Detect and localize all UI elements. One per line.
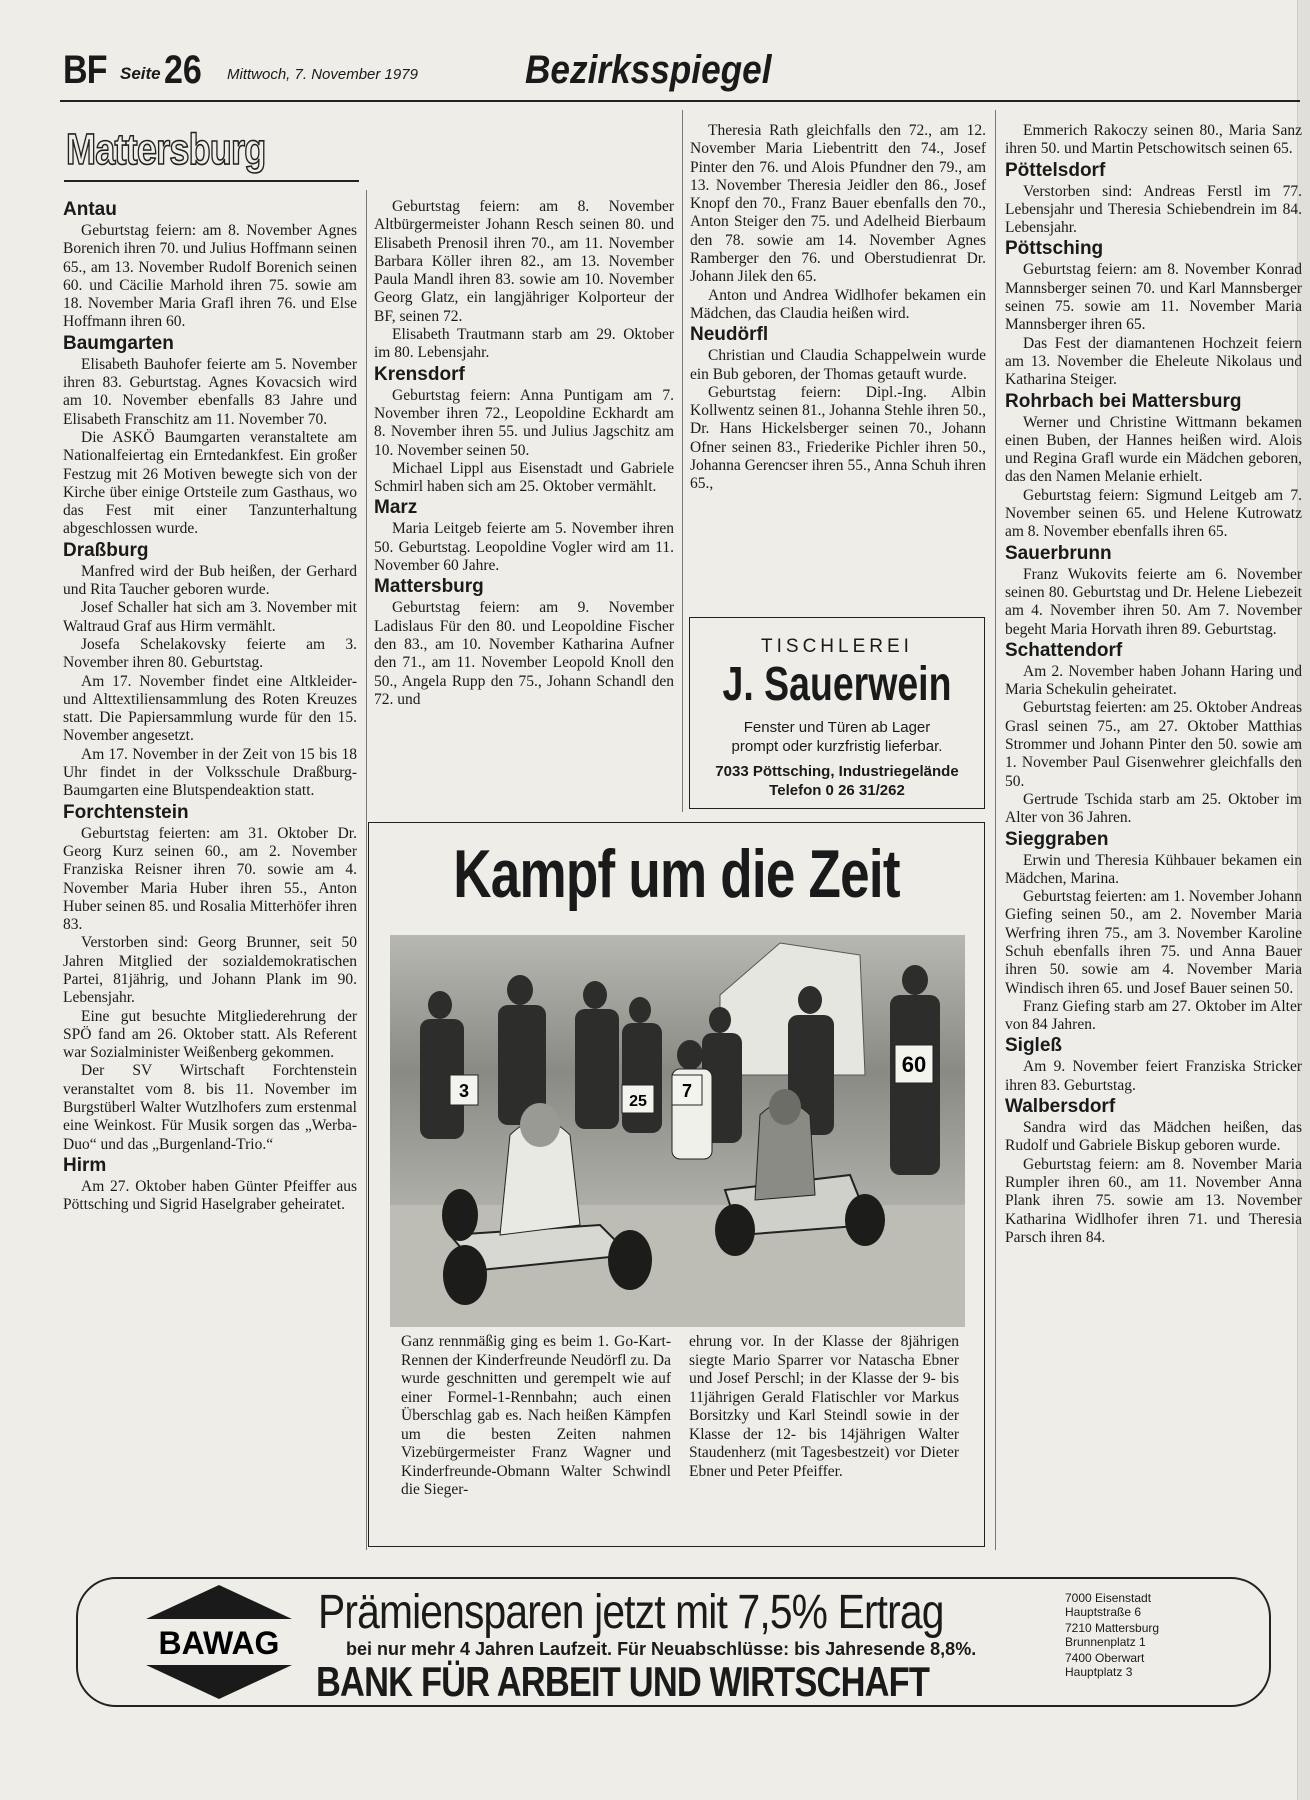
town-heading: Draßburg [63, 539, 149, 561]
town-heading: Forchtenstein [63, 801, 189, 823]
address-line: 7210 Mattersburg [1065, 1621, 1160, 1635]
go-kart-photo [390, 935, 965, 1327]
bank-addresses [1065, 1589, 1159, 1679]
page-number: 26 [164, 48, 202, 92]
address-line: 7000 Eisenstadt [1065, 1591, 1152, 1605]
ad-tag: TISCHLEREI [761, 636, 913, 657]
news-paragraph: Geburtstag feiern: Dipl.-Ing. Albin Kollwentz seinen 81., Johanna Stehle ihren 50., Dr. Hans Hickelsberger seinen 70., Johann Ofner seinen 83., Friederike Pichler ihren 50., Johanna Gerencser ihren 55., Anna Schuh ihren 65., [690, 383, 986, 493]
news-paragraph: Erwin und Theresia Kühbauer bekamen ein Mädchen, Marina. [1005, 851, 1302, 887]
town-heading: Antau [63, 199, 117, 220]
news-paragraph: Elisabeth Bauhofer feierte am 5. November ihren 83. Geburtstag. Agnes Kovacsich wird am 10. November ebenfalls 83 Jahre und Elisabeth Franschitz am 11. November 70. [63, 355, 357, 428]
bank-slogan: Prämiensparen jetzt mit 7,5% Ertrag [318, 1586, 944, 1639]
address-line: Hauptstraße 6 [1065, 1605, 1142, 1619]
column-divider [366, 190, 367, 1550]
ad-company-name: J. Sauerwein [722, 658, 952, 711]
masthead-seite-label: Seite [120, 64, 161, 83]
news-column-2 [374, 198, 674, 709]
news-paragraph: Josef Schaller hat sich am 3. November mit Waltraud Graf aus Hirm vermählt. [63, 599, 357, 635]
column-divider [682, 110, 683, 812]
bib-number: 7 [681, 1081, 693, 1101]
news-paragraph: Franz Wukovits feierte am 6. November seinen 80. Geburtstag und Dr. Helene Liebezeit am 4. November ihren 50. Am 7. November begeht Maria Horvath ihren 89. Geburtstag. [1005, 565, 1302, 638]
news-paragraph: Am 9. November feiert Franziska Stricker ihren 83. Geburtstag. [1005, 1058, 1302, 1094]
news-paragraph: Geburtstag feiern: Sigmund Leitgeb am 7. November seinen 65. und Helene Kutrowatz am 8. November ebenfalls ihren 65. [1005, 486, 1302, 541]
news-paragraph: Josefa Schelakovsky feierte am 3. November ihren 80. Geburtstag. [63, 635, 357, 672]
town-heading: Pöttsching [1005, 238, 1104, 260]
ad-address: 7033 Pöttsching, Industriegelände [715, 763, 959, 780]
logo-text: BAWAG [158, 1625, 280, 1661]
news-paragraph: Geburtstag feiern: am 8. November Altbürgermeister Johann Resch seinen 80. und Elisabeth Prenosil ihren 70., am 11. November Barbara Köller ihren 82., am 13. November Paula Mandl ihren 83. sowie am 10. November Georg Glatz, ein langjähriger Kolporteur der BF, seinen 72. [374, 198, 674, 325]
news-paragraph: Geburtstag feierten: am 1. November Johann Giefing seinen 50., am 2. November Maria Werfring ihren 75., am 3. November Karoline Schuh ebenfalls ihren 75. und Anna Bauer ihren 50. sowie am 4. November Maria Windisch ihren 65. und Josef Bauer seinen 50. [1005, 888, 1302, 997]
news-paragraph: Emmerich Rakoczy seinen 80., Maria Sanz ihren 50. und Martin Petschowitsch seinen 65. [1005, 122, 1302, 158]
news-paragraph: Geburtstag feierten: am 31. Oktober Dr. Georg Kurz seinen 60., am 2. November Franziska Reisner ihren 70. sowie am 4. November Maria Huber ihren 55., Anton Huber seinen 85. und Rosalia Mitterhöfer ihren 83. [63, 824, 357, 934]
news-paragraph: Manfred wird der Bub heißen, der Gerhard und Rita Taucher geboren wurde. [63, 562, 357, 599]
news-column-3 [690, 122, 986, 494]
town-heading: Sigleß [1005, 1035, 1063, 1057]
masthead [60, 46, 1300, 98]
news-paragraph: Die ASKÖ Baumgarten veranstaltete am Nationalfeiertag ein Erntedankfest. Ein großer Festzug mit 26 Motiven bewegte sich von der Kirche über einige Ortsteile zum Gasthaus, wo das Fest mit einer Tanzunterhaltung abgeschlossen wurde. [63, 428, 357, 538]
news-column-4 [1005, 122, 1302, 1247]
logo-roof-icon [146, 1585, 292, 1619]
news-paragraph: Das Fest der diamantenen Hochzeit feiern am 13. November die Eheleute Nikolaus und Katharina Steiger. [1005, 334, 1302, 389]
news-paragraph: Geburtstag feiern: am 8. November Agnes Borenich ihren 70. und Julius Hoffmann seinen 65., am 13. November Rudolf Borenich seinen 60. und Cäcilie Marhold ihren 75. sowie am 18. November Maria Grafl ihren 76. und Else Hoffmann ihren 60. [63, 222, 357, 331]
news-paragraph: Am 27. Oktober haben Günter Pfeiffer aus Pöttsching und Sigrid Haselgraber geheiratet. [63, 1177, 357, 1214]
news-paragraph: Verstorben sind: Andreas Ferstl im 77. Lebensjahr und Theresia Schiebendrein im 84. Lebensjahr. [1005, 182, 1302, 237]
feature-story [368, 822, 985, 1547]
photo-caption-left: Ganz rennmäßig ging es beim 1. Go-Kart-Rennen der Kinderfreunde Neudörfl zu. Da wurde geschnitten und gerempelt wie auf einer Formel-1-Rennbahn; auch einen Überschlag gab es. Nach heißen Kämpfen um die besten Zeiten nahmen Vizebürgermeister Franz Wagner und Kinderfreunde-Obmann Walter Schwindl die Sieger- [401, 1333, 671, 1498]
bib-number: 60 [901, 1052, 927, 1077]
news-paragraph: Geburtstag feiern: am 8. November Maria Rumpler ihren 60., am 11. November Anna Plank ihren 75. sowie am 13. November Katharina Widlhofer ihren 71. und Theresia Parsch ihren 84. [1005, 1155, 1302, 1246]
town-heading: Sauerbrunn [1005, 542, 1112, 564]
news-paragraph: Der SV Wirtschaft Forchtenstein veranstaltet vom 8. bis 11. November im Burgstüberl Walter Wutzlhofers zum erstenmal eine Weinkost. Für Musik sorgen das „Werba-Duo“ und das „Burgenland-Trio.“ [63, 1062, 357, 1153]
news-paragraph: Geburtstag feiern: am 8. November Konrad Mannsberger seinen 70. und Karl Mannsberger seinen 75. sowie am 11. November Maria Mannsberger ihren 65. [1005, 261, 1302, 334]
page-title: Bezirksspiegel [525, 48, 772, 92]
news-paragraph: Anton und Andrea Widlhofer bekamen ein Mädchen, das Claudia heißen wird. [690, 286, 986, 322]
town-heading: Krensdorf [374, 363, 465, 385]
issue-date: Mittwoch, 7. November 1979 [227, 66, 418, 83]
address-line: 7400 Oberwart [1065, 1651, 1145, 1665]
logo-base-icon [146, 1665, 292, 1699]
news-paragraph: Theresia Rath gleichfalls den 72., am 12. November Maria Liebentritt den 74., Josef Pinter den 76. und Alois Pfundner den 79., am 13. November Theresia Jeidler den 86., Josef Knopf den 70., Franz Bauer ebenfalls den 70., Anton Steiger den 75. und Adelheid Bierbaum den 78. sowie am 14. November Agnes Ramberger den 76. und Oberstudienrat Dr. Johann Jilek den 65. [690, 122, 986, 286]
news-paragraph: Verstorben sind: Georg Brunner, seit 50 Jahren Mitglied der sozialdemokratischen Partei, 81jährig, und Johann Plank im 90. Lebensjahr. [63, 934, 357, 1007]
masthead-rule [60, 100, 1300, 102]
town-heading: Walbersdorf [1005, 1096, 1116, 1118]
bank-subline: bei nur mehr 4 Jahren Laufzeit. Für Neuabschlüsse: bis Jahresende 8,8%. [346, 1639, 977, 1659]
ad-phone: Telefon 0 26 31/262 [769, 782, 905, 799]
news-paragraph: Michael Lippl aus Eisenstadt und Gabriele Schmirl haben sich am 25. Oktober vermählt. [374, 459, 674, 496]
news-paragraph: Maria Leitgeb feierte am 5. November ihren 50. Geburtstag. Leopoldine Vogler wird am 11. November 60 Jahre. [374, 520, 674, 575]
town-heading: Neudörfl [690, 324, 769, 346]
news-paragraph: Elisabeth Trautmann starb am 29. Oktober im 80. Lebensjahr. [374, 326, 674, 362]
masthead-logo: BF [63, 48, 107, 92]
address-line: Brunnenplatz 1 [1065, 1635, 1146, 1649]
news-column-1 [63, 198, 357, 1215]
ad-line: Fenster und Türen ab Lager [743, 719, 931, 736]
address-line: Hauptplatz 3 [1065, 1665, 1133, 1679]
news-paragraph: Am 17. November findet eine Altkleider- und Alttextiliensammlung des Roten Kreuzes statt. Die Papiersammlung wurde für den 15. November angesetzt. [63, 672, 357, 745]
news-paragraph: Geburtstag feiern: am 9. November Ladislaus Für den 80. und Leopoldine Fischer den 83., am 10. November Katharina Aufner den 71., am 11. November Leopold Knoll den 50., Angela Rupp den 75., Johann Schandl den 72. und [374, 599, 674, 708]
news-paragraph: Geburtstag feiern: Anna Puntigam am 7. November ihren 72., Leopoldine Eckhardt am 8. November ihren 55. und Julius Jagschitz am 10. November seinen 50. [374, 386, 674, 459]
section-title: Mattersburg [66, 125, 266, 174]
bib-number: 3 [458, 1081, 470, 1101]
town-heading: Sieggraben [1005, 828, 1109, 850]
column-divider [995, 110, 996, 1550]
news-paragraph: Sandra wird das Mädchen heißen, das Rudolf und Gabriele Biskup geboren wurde. [1005, 1119, 1302, 1155]
news-paragraph: Am 17. November in der Zeit von 15 bis 18 Uhr findet in der Volksschule Draßburg-Baumgarten eine Blutspendeaktion statt. [63, 745, 357, 800]
news-paragraph: Christian und Claudia Schappelwein wurde ein Bub geboren, der Thomas getauft wurde. [690, 347, 986, 383]
town-heading: Mattersburg [374, 576, 484, 598]
town-heading: Pöttelsdorf [1005, 159, 1106, 181]
bawag-ad [76, 1577, 1271, 1707]
bib-number: 25 [629, 1093, 647, 1110]
town-heading: Rohrbach bei Mattersburg [1005, 390, 1242, 412]
town-heading: Baumgarten [63, 332, 174, 354]
news-paragraph: Franz Giefing starb am 27. Oktober im Alter von 84 Jahren. [1005, 997, 1302, 1034]
bawag-logo [144, 1583, 294, 1703]
news-paragraph: Eine gut besuchte Mitgliederehrung der SPÖ fand am 26. Oktober statt. Als Referent war Sozialminister Weißenberg gekommen. [63, 1007, 357, 1062]
story-headline: Kampf um die Zeit [453, 836, 900, 912]
bank-name: BANK FÜR ARBEIT UND WIRTSCHAFT [316, 1658, 930, 1705]
news-paragraph: Werner und Christine Wittmann bekamen einen Buben, der Hannes heißen wird. Alois und Regina Grafl wurde ein Mädchen geboren, das den Namen Melanie erhielt. [1005, 413, 1302, 486]
section-title-rule [64, 180, 359, 182]
ad-line: prompt oder kurzfristig lieferbar. [731, 738, 943, 755]
photo-caption-right: ehrung vor. In der Klasse der 8jährigen siegte Mario Sparrer vor Natascha Ebner und Josef Perschl; in der Klasse der 9- bis 11jährigen Gerald Flatischler vor Markus Borsitzky und Karl Steindl sowie in der Klasse der 12- bis 14jährigen Walter Staudenherz (mit Tagesbestzeit) vor Dieter Ebner und Peter Pfeiffer. [689, 1333, 959, 1480]
news-paragraph: Geburtstag feierten: am 25. Oktober Andreas Grasl seinen 75., am 27. Oktober Matthias Strommer und Johann Pinter den 50. sowie am 1. November Paul Gisenwehrer gleichfalls den 50. [1005, 699, 1302, 790]
town-heading: Marz [374, 497, 418, 519]
town-heading: Schattendorf [1005, 639, 1123, 661]
tischlerei-ad [689, 617, 985, 809]
news-paragraph: Gertrude Tschida starb am 25. Oktober im Alter von 36 Jahren. [1005, 790, 1302, 827]
news-paragraph: Am 2. November haben Johann Haring und Maria Schekulin geheiratet. [1005, 662, 1302, 699]
town-heading: Hirm [63, 1154, 107, 1176]
